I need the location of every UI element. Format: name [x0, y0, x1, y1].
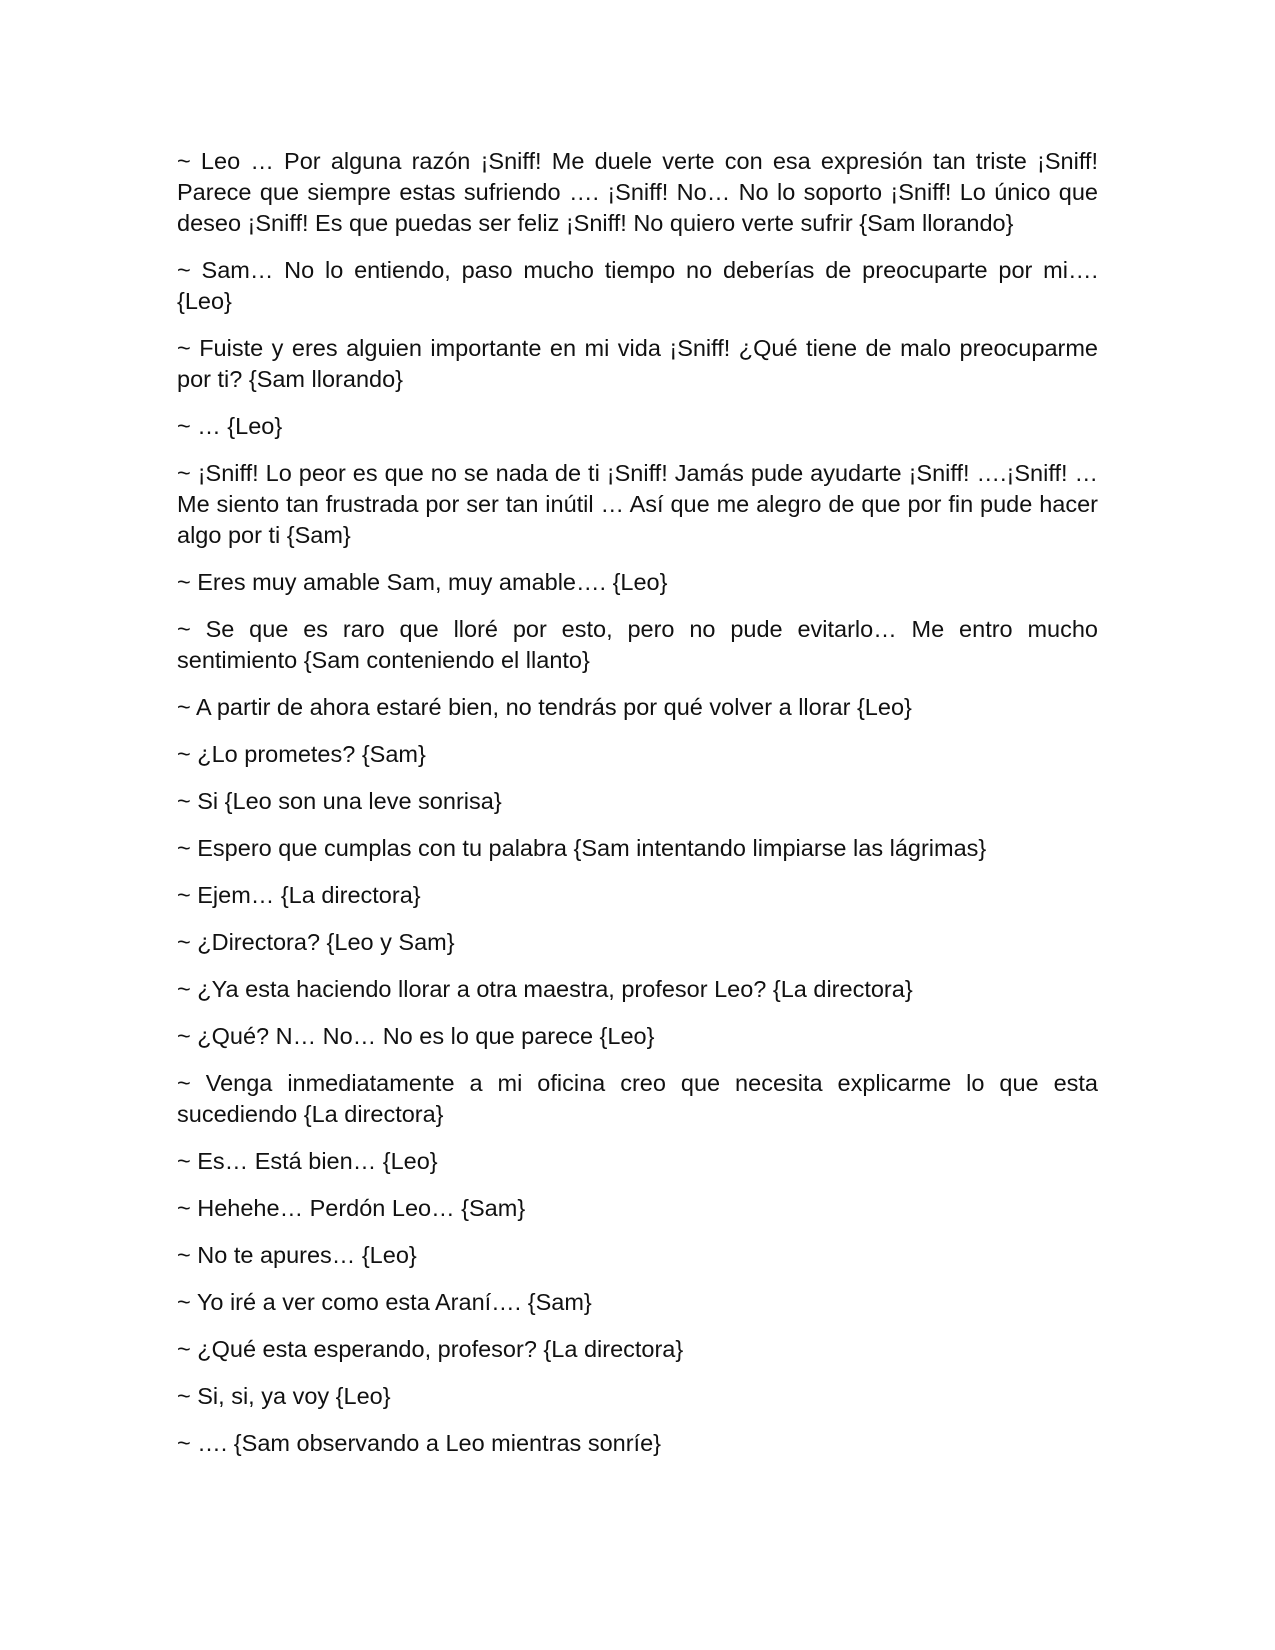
dialogue-line: ~ Es… Está bien… {Leo}: [177, 1148, 438, 1174]
dialogue-line: ~ ¿Lo prometes? {Sam}: [177, 741, 426, 767]
dialogue-line: ~ Espero que cumplas con tu palabra {Sam intentando limpiarse las lágrimas}: [177, 835, 987, 861]
dialogue-line: ~ Si, si, ya voy {Leo}: [177, 1383, 391, 1409]
dialogue-line: ~ Yo iré a ver como esta Araní…. {Sam}: [177, 1289, 592, 1315]
dialogue-line: ~ Venga inmediatamente a mi oficina creo que necesita explicarme lo que esta sucediendo {La directora}: [177, 1070, 1098, 1127]
dialogue-line: ~ Ejem… {La directora}: [177, 882, 421, 908]
dialogue-line: ~ Se que es raro que lloré por esto, pero no pude evitarlo… Me entro mucho sentimiento {Sam conteniendo el llanto}: [177, 616, 1098, 673]
dialogue-text: [177, 146, 1098, 1475]
dialogue-line: ~ ¿Qué esta esperando, profesor? {La directora}: [177, 1336, 684, 1362]
dialogue-line: ~ ¿Directora? {Leo y Sam}: [177, 929, 455, 955]
dialogue-line: ~ Sam… No lo entiendo, paso mucho tiempo no deberías de preocuparte por mi…. {Leo}: [177, 257, 1098, 314]
dialogue-line: ~ … {Leo}: [177, 413, 283, 439]
dialogue-line: ~ …. {Sam observando a Leo mientras sonríe}: [177, 1430, 661, 1456]
dialogue-line: ~ ¿Qué? N… No… No es lo que parece {Leo}: [177, 1023, 655, 1049]
dialogue-line: ~ ¿Ya esta haciendo llorar a otra maestra, profesor Leo? {La directora}: [177, 976, 913, 1002]
dialogue-line: ~ ¡Sniff! Lo peor es que no se nada de ti ¡Sniff! Jamás pude ayudarte ¡Sniff! ….¡Sniff! … Me siento tan frustrada por ser tan inútil … Así que me alegro de que por fin pude hacer algo por ti {Sam}: [177, 460, 1098, 548]
dialogue-line: ~ No te apures… {Leo}: [177, 1242, 417, 1268]
dialogue-line: ~ Si {Leo son una leve sonrisa}: [177, 788, 502, 814]
dialogue-line: ~ Hehehe… Perdón Leo… {Sam}: [177, 1195, 526, 1221]
dialogue-line: ~ A partir de ahora estaré bien, no tendrás por qué volver a llorar {Leo}: [177, 694, 912, 720]
dialogue-line: ~ Fuiste y eres alguien importante en mi vida ¡Sniff! ¿Qué tiene de malo preocuparme por ti? {Sam llorando}: [177, 335, 1098, 392]
dialogue-line: ~ Eres muy amable Sam, muy amable…. {Leo}: [177, 569, 668, 595]
dialogue-line: ~ Leo … Por alguna razón ¡Sniff! Me duele verte con esa expresión tan triste ¡Sniff! Parece que siempre estas sufriendo …. ¡Sniff! No… No lo soporto ¡Sniff! Lo único que deseo ¡Sniff! Es que puedas ser feliz ¡Sniff! No quiero verte sufrir {Sam llorando}: [177, 148, 1098, 236]
